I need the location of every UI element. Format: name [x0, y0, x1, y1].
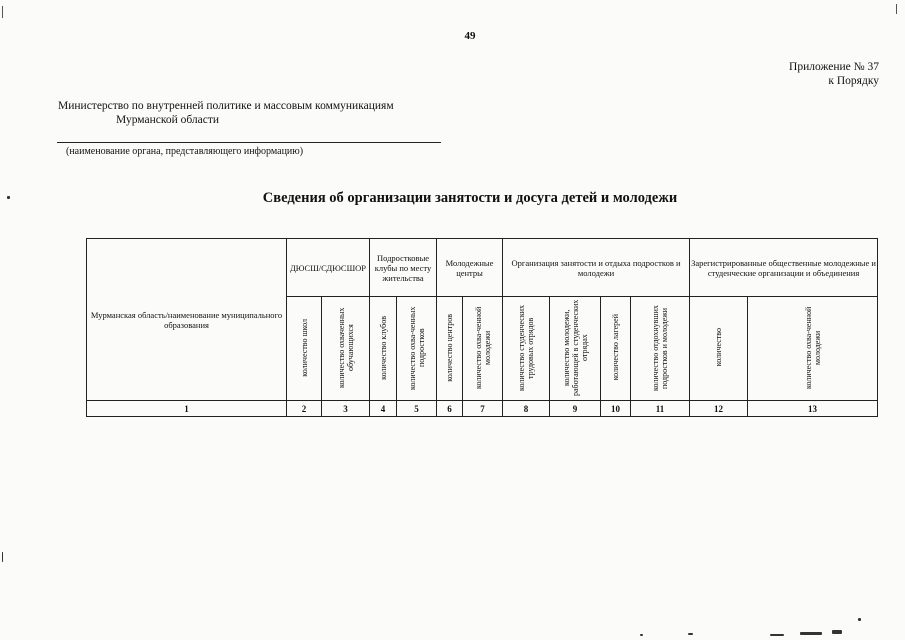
column-number: 2	[287, 401, 322, 417]
subheader-rested-youth: количество отдохнувших подростков и молодежи	[651, 304, 670, 391]
subheader-cell	[503, 297, 550, 401]
subheader-cell	[631, 297, 690, 401]
column-number: 1	[87, 401, 287, 417]
subheader-cell	[463, 297, 503, 401]
column-number: 10	[601, 401, 631, 417]
group-header-sport-schools: ДЮСШ/СДЮСШОР	[287, 239, 370, 297]
subheader-cell	[690, 297, 748, 401]
subheader-student-brigades-count: количество студенческих трудовых отрядов	[517, 304, 536, 391]
subheader-youth-covered-organizations: количество охва-ченной молодежи	[803, 306, 822, 389]
organization-underline	[57, 142, 441, 143]
subheader-schools-count: количество школ	[299, 318, 309, 377]
column-number: 8	[503, 401, 550, 417]
column-number: 11	[631, 401, 690, 417]
subheader-cell	[397, 297, 437, 401]
subheader-cell	[748, 297, 878, 401]
page-number: 49	[464, 30, 476, 42]
subheader-organizations-count: количество	[714, 328, 724, 367]
report-table	[86, 238, 878, 417]
column-number: 4	[370, 401, 397, 417]
group-header-registered-organizations: Зарегистрированные общественные молодежные и студенческие организации и объединения	[690, 239, 878, 297]
column-number: 7	[463, 401, 503, 417]
scan-edge-mark	[2, 6, 3, 18]
column-number: 9	[550, 401, 601, 417]
subheader-cell	[437, 297, 463, 401]
scan-edge-mark	[896, 4, 897, 14]
scan-speck	[858, 618, 861, 621]
scan-speck	[2, 552, 3, 562]
scan-speck	[832, 630, 842, 634]
appendix-reference	[789, 60, 879, 88]
subheader-camps-count: количество лагерей	[611, 314, 621, 381]
column-number: 13	[748, 401, 878, 417]
scan-speck	[640, 634, 643, 636]
subheader-students-covered: количество охваченных обучающихся	[336, 307, 355, 388]
subheader-youth-covered-centers: количество охва-ченной молодежи	[473, 306, 492, 389]
subheader-centers-count: количество центров	[445, 313, 455, 382]
subheader-youth-in-brigades: количество молодежи, работающей в студенческих отрядах	[561, 299, 589, 396]
subheader-cell	[322, 297, 370, 401]
organization-caption: (наименование органа, представляющего информацию)	[66, 146, 304, 157]
subheader-teens-covered: количество охва-ченных подростков	[407, 305, 426, 390]
subheader-cell	[287, 297, 322, 401]
ministry-line-1: Министерство по внутренней политике и массовым коммуникациям	[58, 100, 394, 112]
group-header-youth-centers: Молодежные центры	[437, 239, 503, 297]
group-header-employment-leisure: Организация занятости и отдыха подростков и молодежи	[503, 239, 690, 297]
column-number: 3	[322, 401, 370, 417]
appendix-line-1: Приложение № 37	[789, 61, 879, 73]
appendix-line-2: к Порядку	[828, 75, 879, 87]
subheader-cell	[370, 297, 397, 401]
column-number: 12	[690, 401, 748, 417]
subheader-cell	[550, 297, 601, 401]
ministry-line-2: Мурманской области	[116, 114, 220, 126]
scan-speck	[770, 634, 784, 636]
column-number: 5	[397, 401, 437, 417]
scan-speck	[7, 196, 10, 199]
scan-speck	[688, 633, 693, 635]
subheader-clubs-count: количество клубов	[378, 315, 388, 380]
corner-header-text: Мурманская область/наименование муниципального образования	[90, 309, 283, 330]
corner-header	[87, 239, 287, 401]
scan-speck	[800, 632, 822, 635]
document-title: Сведения об организации занятости и досуга детей и молодежи	[262, 190, 678, 206]
ministry-name	[58, 99, 394, 127]
subheader-cell	[601, 297, 631, 401]
group-header-teen-clubs: Подростковые клубы по месту жительства	[370, 239, 437, 297]
column-number: 6	[437, 401, 463, 417]
